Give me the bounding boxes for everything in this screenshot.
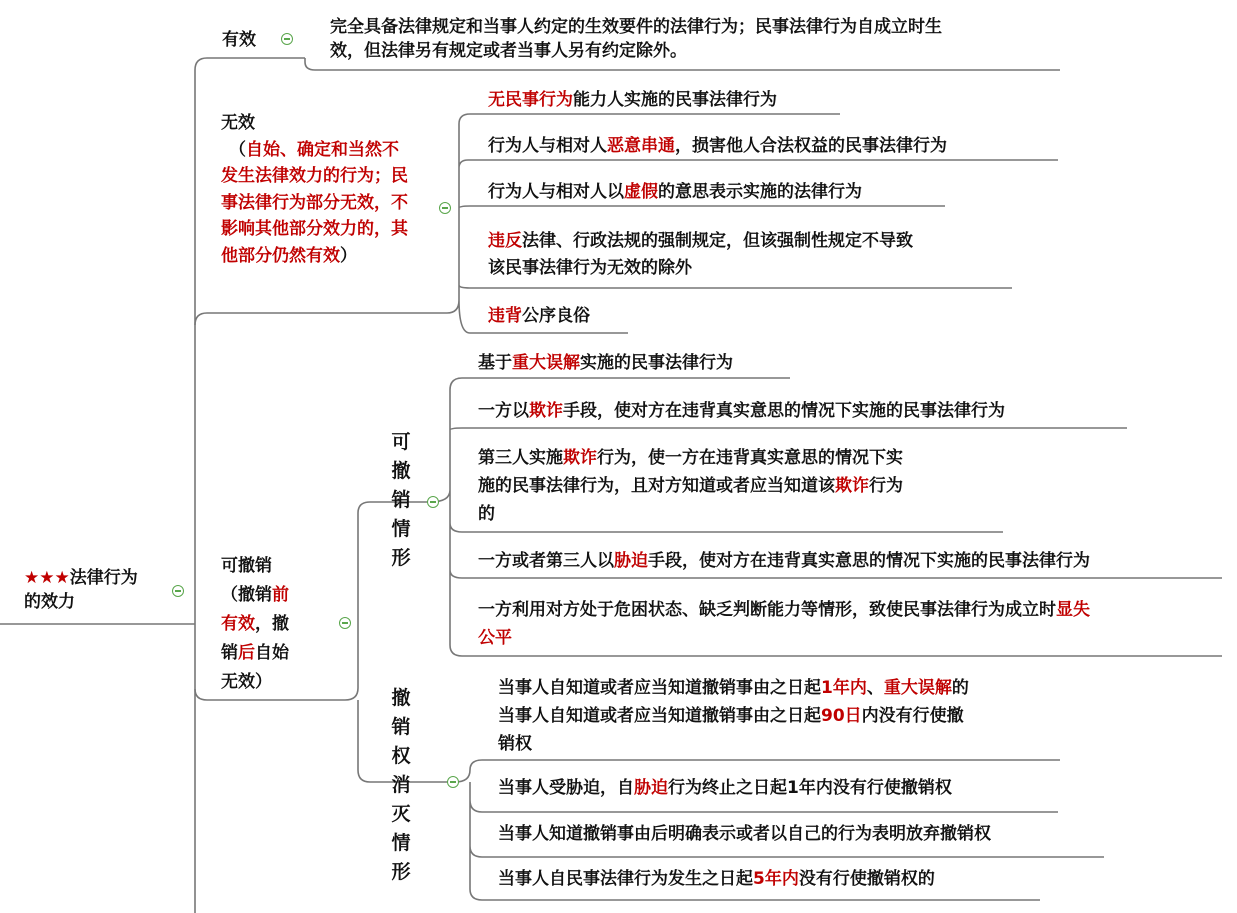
highlight-text: 1年内 (821, 678, 867, 698)
case-item[interactable] (478, 444, 903, 528)
voidable-label: 可撤销 (221, 556, 272, 576)
text-segment: 手段，使对方在违背真实意思的情况下实施的民事法律行为 (648, 551, 1090, 571)
void-note: 自始、确定和当然不发生法律效力的行为；民事法律行为部分无效，不影响其他部分效力的，其他部分仍然有效 (221, 139, 408, 266)
highlight-text: 欺诈 (529, 401, 563, 421)
vertical-char: 形 (391, 861, 411, 883)
valid-description[interactable] (330, 15, 942, 63)
case-item[interactable] (478, 596, 1090, 652)
extinction-item[interactable] (498, 776, 952, 800)
case-item[interactable] (478, 351, 733, 375)
highlight-text: 违反 (488, 231, 522, 251)
vertical-char: 销 (391, 716, 411, 738)
text-segment: ，损害他人合法权益的民事法律行为 (675, 136, 947, 156)
vertical-char: 情 (391, 832, 411, 854)
text-segment: 手段，使对方在违背真实意思的情况下实施的民事法律行为 (563, 401, 1005, 421)
highlight-text: 欺诈 (563, 448, 597, 468)
voidable-note (221, 581, 289, 697)
root-stars: ★★★ (24, 568, 70, 588)
vertical-char: 形 (391, 547, 411, 569)
text-segment: 能力人实施的民事法律行为 (573, 90, 777, 110)
text-segment: 公序良俗 (522, 306, 590, 326)
text-segment: 没有行使撤销权的 (798, 869, 935, 889)
void-item[interactable] (488, 134, 947, 158)
highlight-text: 前 (272, 585, 289, 605)
vertical-char: 销 (391, 489, 411, 511)
vertical-char: 撤 (391, 460, 411, 482)
text-segment: 一方利用对方处于危困状态、缺乏判断能力等情形，致使民事法律行为成立时 (478, 600, 1056, 620)
text-segment: 第三人实施 (478, 448, 563, 468)
highlight-text: 胁迫 (634, 778, 668, 798)
text-segment: 当事人自知道或者应当知道撤销事由之日起 (498, 678, 821, 698)
text-segment: 当事人自知道或者应当知道撤销事由之日起 (498, 706, 821, 726)
text-segment: 该民事法律行为无效的除外 (488, 258, 692, 278)
void-item[interactable] (488, 88, 777, 112)
text-segment: 一方或者第三人以 (478, 551, 614, 571)
extinction-item[interactable] (498, 674, 969, 758)
highlight-text: 公平 (478, 628, 512, 648)
collapse-icon-root[interactable] (172, 585, 184, 597)
voidable-cases-label[interactable] (389, 428, 413, 573)
text-segment: 一方以 (478, 401, 529, 421)
text-segment: 内没有行使撤 (861, 706, 964, 726)
vertical-char: 权 (391, 745, 411, 767)
root-title-line1: 法律行为 (69, 568, 138, 588)
highlight-text: 90日 (821, 706, 862, 726)
void-label: 无效 (221, 113, 255, 133)
valid-node[interactable] (222, 28, 256, 52)
vertical-char: 撤 (391, 687, 411, 709)
text-segment: 行为人与相对人以 (488, 182, 624, 202)
highlight-text: 5年内 (753, 869, 799, 889)
collapse-icon-extinction[interactable] (447, 776, 459, 788)
text-segment: 法律、行政法规的强制规定，但该强制性规定不导致 (522, 231, 913, 251)
highlight-text: 重大误解 (512, 353, 580, 373)
text-segment: 行为 (869, 476, 903, 496)
text-segment: 当事人受胁迫，自 (498, 778, 634, 798)
valid-desc-line1: 完全具备法律规定和当事人约定的生效要件的法律行为；民事法律行为自成立时生 (330, 17, 942, 37)
highlight-text: 恶意串通 (607, 136, 675, 156)
extinction-label[interactable] (389, 684, 413, 887)
text-segment: 的 (478, 504, 495, 524)
highlight-text: 欺诈 (835, 476, 869, 496)
highlight-text: 显失 (1056, 600, 1090, 620)
case-item[interactable] (478, 549, 1090, 573)
text-segment: 、 (866, 678, 884, 698)
highlight-text: 有效 (221, 614, 255, 634)
void-item[interactable] (488, 304, 590, 328)
void-paren-close: ） (340, 245, 357, 266)
vertical-char: 情 (391, 518, 411, 540)
text-segment: 行为，使一方在违背真实意思的情况下实 (597, 448, 903, 468)
extinction-item[interactable] (498, 867, 935, 891)
text-segment: ，撤 (255, 614, 289, 634)
valid-label: 有效 (222, 30, 256, 50)
text-segment: （撤销 (221, 585, 272, 605)
text-segment: 施的民事法律行为，且对方知道或者应当知道该 (478, 476, 835, 496)
collapse-icon-valid[interactable] (281, 33, 293, 45)
text-segment: 无效） (221, 672, 272, 692)
text-segment: 的 (951, 678, 969, 698)
void-item[interactable] (488, 180, 862, 204)
text-segment: 行为终止之日起1年内没有行使撤销权 (668, 778, 952, 798)
vertical-char: 消 (391, 774, 411, 796)
extinction-item[interactable] (498, 822, 991, 846)
vertical-char: 灭 (391, 803, 411, 825)
highlight-text: 违背 (488, 306, 522, 326)
highlight-text: 胁迫 (614, 551, 648, 571)
highlight-text: 后 (238, 643, 255, 663)
highlight-text: 重大误解 (883, 678, 952, 698)
void-node[interactable] (221, 110, 413, 269)
case-item[interactable] (478, 399, 1005, 423)
root-title-line2: 的效力 (24, 592, 75, 612)
collapse-icon-cases[interactable] (427, 496, 439, 508)
void-item[interactable] (488, 228, 913, 282)
collapse-icon-void[interactable] (439, 202, 451, 214)
void-paren-open: （ (229, 139, 246, 160)
text-segment: 基于 (478, 353, 512, 373)
vertical-char: 可 (391, 431, 411, 453)
highlight-text: 虚假 (624, 182, 658, 202)
text-segment: 行为人与相对人 (488, 136, 607, 156)
text-segment: 销 (221, 643, 238, 663)
collapse-icon-voidable[interactable] (339, 617, 351, 629)
valid-desc-line2: 效，但法律另有规定或者当事人另有约定除外。 (330, 41, 687, 61)
text-segment: 当事人自民事法律行为发生之日起 (498, 869, 753, 889)
text-segment: 自始 (255, 643, 289, 663)
connector-void (195, 313, 447, 325)
text-segment: 当事人知道撤销事由后明确表示或者以自己的行为表明放弃撤销权 (498, 824, 991, 844)
root-node[interactable] (24, 566, 138, 614)
text-segment: 的意思表示实施的法律行为 (658, 182, 862, 202)
voidable-node[interactable] (221, 552, 289, 697)
text-segment: 实施的民事法律行为 (580, 353, 733, 373)
text-segment: 销权 (498, 734, 532, 754)
highlight-text: 无民事行为 (488, 90, 573, 110)
